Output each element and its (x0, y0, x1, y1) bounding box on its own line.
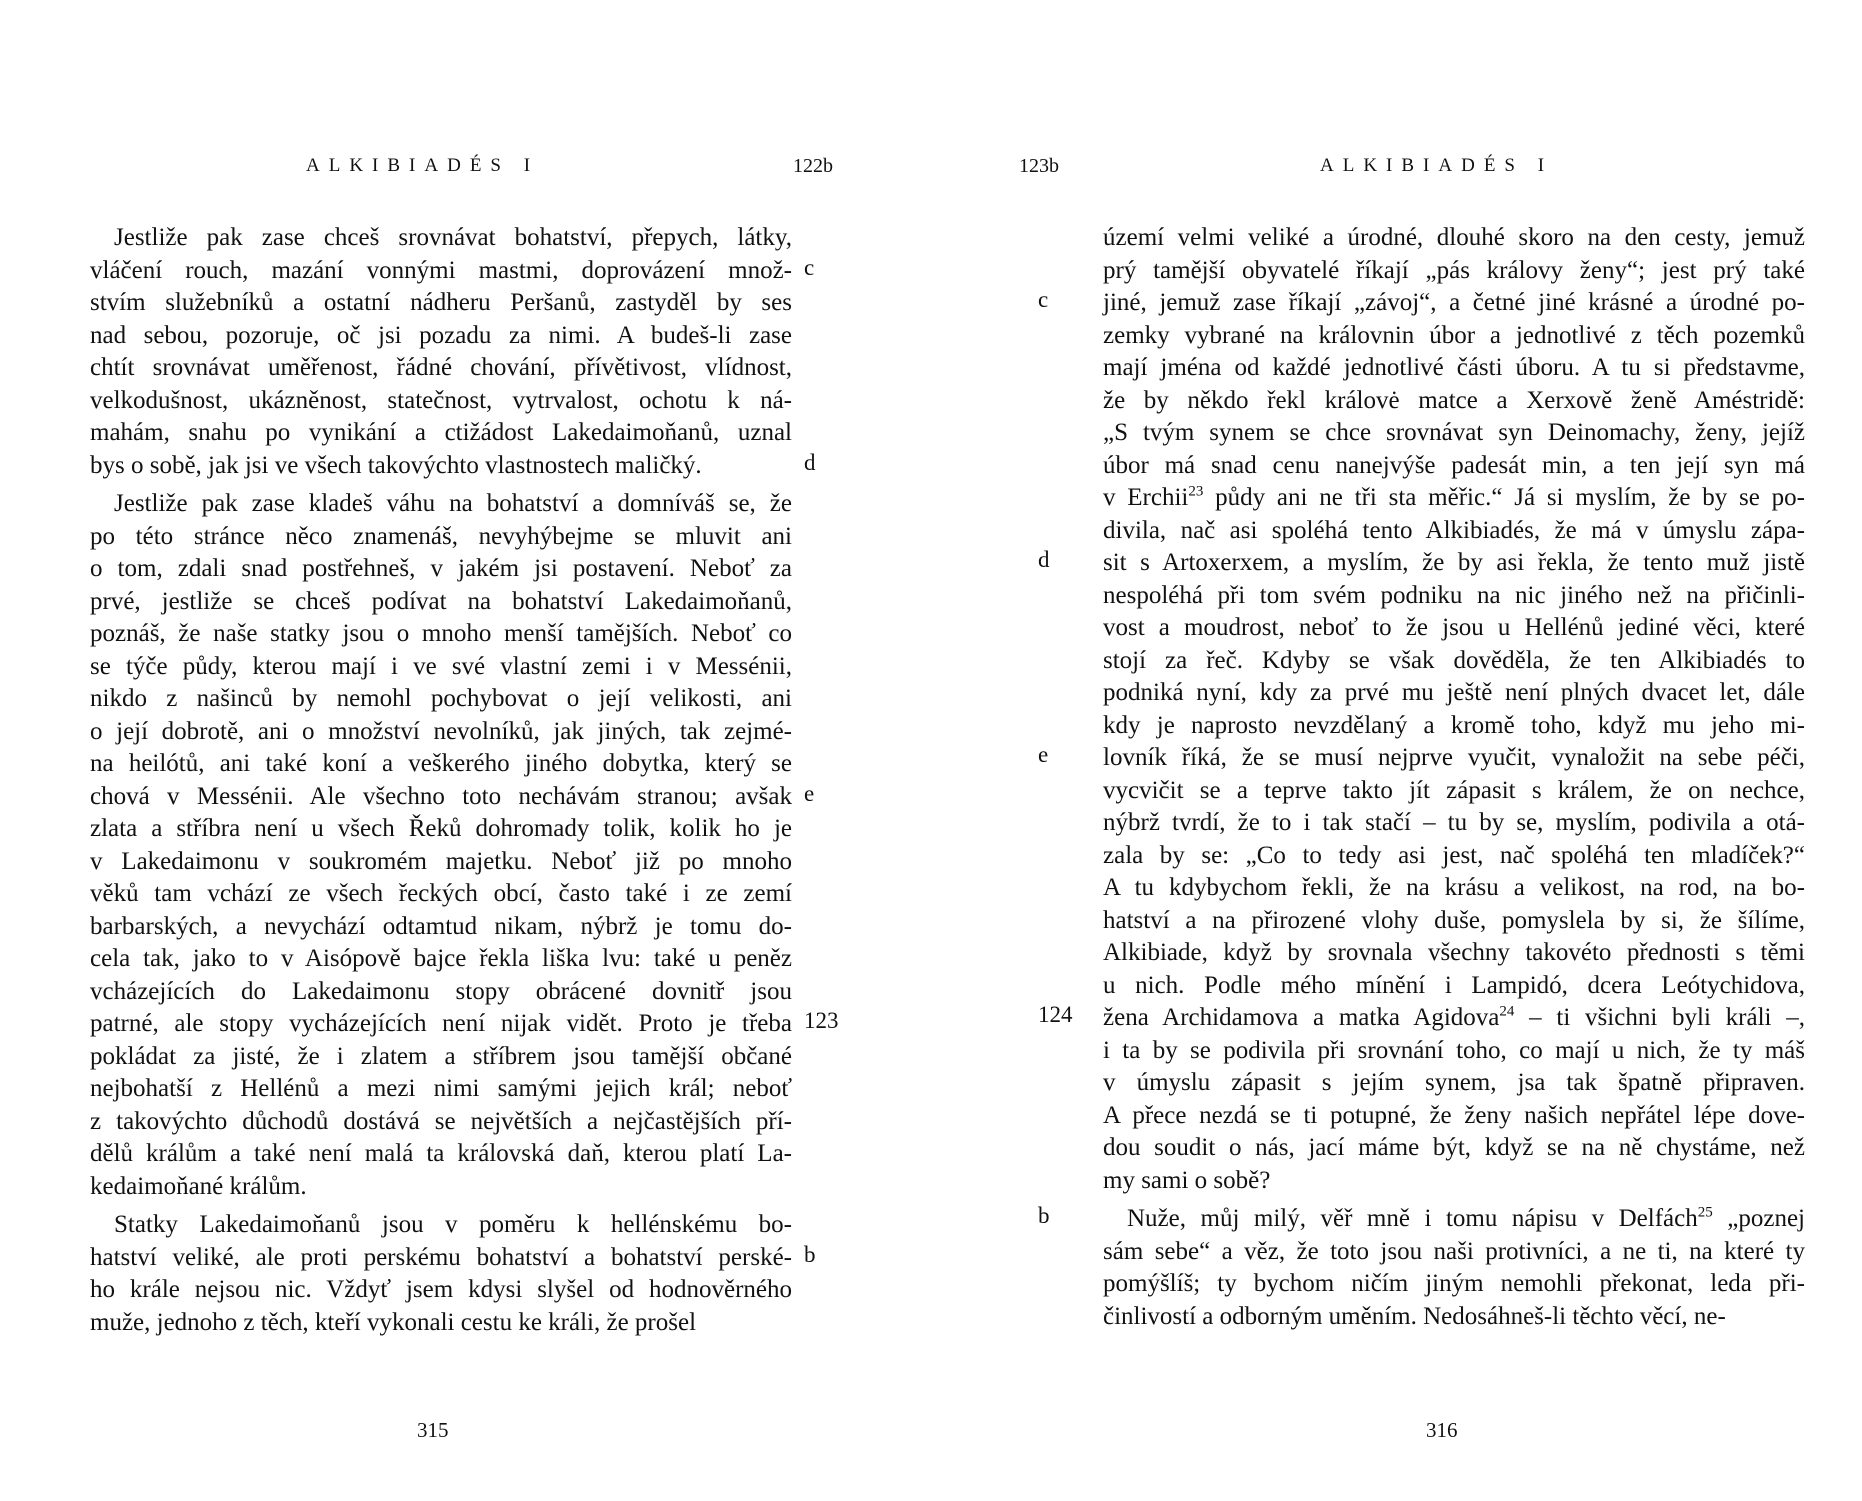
text-line: nejbohatší z Hellénů a mezi nimi samými jejich král; neboť (90, 1075, 792, 1102)
text-line: velkodušnost, ukázněnost, statečnost, vytrvalost, ochotu k ná- (90, 386, 792, 414)
text-line: v Erchii$^{23}$ půdy ani ne tři sta měřic.“ Já si myslím, že by se po- (1103, 483, 1805, 511)
stephanus-reference: 123b (1019, 155, 1059, 177)
text-line: sit s Artoxerxem, a myslím, že by asi řekla, že tento muž jistě (1103, 549, 1805, 576)
text-line: kdy je naprosto nevzdělaný a kromě toho, když mu jeho mi- (1103, 711, 1805, 739)
text-line: na heilótů, ani také koní a veškerého jiného dobytka, který se (90, 750, 792, 777)
text-line: mahám, snahu po vynikání a ctižádost Lakedaimoňanů, uznal (90, 419, 792, 446)
text-line: chtít srovnávat uměřenost, řádné chování, přívětivost, vlídnost, (90, 354, 792, 381)
text-line: Nuže, můj milý, věř mně i tomu nápisu v Delfách$^{25}$ „poznej (1127, 1204, 1805, 1232)
text-line: nýbrž tvrdí, že to i tak stačí – tu by se, myslím, podivila a otá- (1103, 809, 1805, 836)
page-number: 316 (1426, 1418, 1458, 1442)
body-text (90, 222, 792, 1339)
paragraph (1103, 1203, 1805, 1333)
right-page (931, 0, 1862, 1501)
paragraph (90, 1209, 792, 1339)
text-line: úbor má snad cenu nanejvýše padesát min, a ten její syn má (1103, 451, 1805, 479)
text-line: se týče půdy, kterou mají i ve své vlastní zemi i v Messénii, (90, 652, 792, 680)
text-line: věků tam vchází ze všech řeckých obcí, často také i ze zemí (90, 880, 792, 907)
text-line: nikdo z našinců by nemohl pochybovat o její velikosti, ani (90, 685, 792, 712)
text-line: pokládat za jisté, že i zlatem a stříbrem jsou tamější občané (90, 1042, 792, 1070)
running-head: ALKIBIADÉS I (1320, 155, 1554, 176)
text-line: patrné, ale stopy vycházejících není nijak vidět. Proto je třeba (90, 1010, 792, 1037)
text-line: muže, jednoho z těch, kteří vykonali cestu ke králi, že prošel (90, 1308, 697, 1336)
text-line: pomýšlíš; ty bychom ničím jiným nemohli překonat, leda při- (1103, 1270, 1805, 1297)
text-line: kedaimoňané králům. (90, 1172, 307, 1200)
text-line: prý tamější obyvatelé říkají „pás královy ženy“; jest prý také (1103, 256, 1805, 284)
text-line: A tu kdybychom řekli, že na krásu a velikost, na rod, na bo- (1103, 874, 1805, 901)
text-line: i ta by se podivila při srovnání toho, co mají u nich, že ty máš (1103, 1036, 1805, 1064)
text-line: v Lakedaimonu v soukromém majetku. Neboť již po mnoho (90, 847, 792, 875)
text-line: u nich. Podle mého mínění i Lampidó, dcera Leótychidova, (1103, 971, 1805, 999)
text-line: hatství veliké, ale proti perskému bohatství a bohatství perské- (90, 1243, 792, 1271)
text-line: dělů králům a také není malá ta královská daň, kterou platí La- (90, 1140, 792, 1167)
stephanus-margin-marker: b (1038, 1203, 1050, 1228)
text-line: A přece nezdá se ti potupné, že ženy našich nepřátel lépe dove- (1103, 1101, 1805, 1129)
text-line: Statky Lakedaimoňanů jsou v poměru k hellénskému bo- (114, 1211, 792, 1238)
text-line: poznáš, že naše statky jsou o mnoho menší tamějších. Neboť co (90, 620, 792, 647)
stephanus-margin-marker: 124 (1038, 1002, 1073, 1027)
paragraph (1103, 222, 1805, 1197)
text-line: hatství a na přirozené vlohy duše, pomyslela by si, že šílíme, (1103, 906, 1805, 934)
body-text (1103, 222, 1805, 1333)
text-line: barbarských, a nevychází odtamtud nikam, nýbrž je tomu do- (90, 912, 792, 940)
stephanus-margin-marker: d (1038, 547, 1050, 572)
text-line: území velmi veliké a úrodné, dlouhé skoro na den cesty, jemuž (1103, 224, 1805, 251)
text-line: žena Archidamova a matka Agidova$^{24}$ – ti všichni byli králi –, (1103, 1003, 1805, 1031)
text-line: činlivostí a odborným uměním. Nedosáhneš-li těchto věcí, ne- (1103, 1302, 1726, 1330)
text-line: vláčení rouch, mazání vonnými mastmi, doprovázení množ- (90, 256, 792, 284)
text-line: že by někdo řekl královė matce a Xerxově ženě Améstridě: (1103, 386, 1805, 414)
text-line: Alkibiade, když by srovnala všechny takovéto přednosti s těmi (1103, 939, 1805, 966)
text-line: zlata a stříbra není u všech Řeků dohromady tolik, kolik ho je (90, 815, 792, 842)
stephanus-margin-marker: d (804, 449, 816, 475)
text-line: nad sebou, pozoruje, oč jsi pozadu za nimi. A budeš-li zase (90, 321, 792, 349)
text-line: v úmyslu zápasit s jejím synem, jsa tak špatně připraven. (1103, 1069, 1805, 1096)
text-line: podniká nyní, kdy za prvé mu ještě není plných dvacet let, dále (1103, 679, 1805, 706)
text-line: stvím služebníků a ostatní nádheru Peršanů, zastyděl by ses (90, 289, 792, 316)
text-line: prvé, jestliže se chceš podívat na bohatství Lakedaimoňanů, (90, 587, 792, 615)
text-line: po této stránce něco znamenáš, nevyhýbejme se mluvit ani (90, 522, 792, 550)
text-line: ho krále nejsou nic. Vždyť jsem kdysi slyšel od hodnověrného (90, 1276, 792, 1303)
stephanus-margin-marker: e (1038, 742, 1049, 767)
text-line: Jestliže pak zase chceš srovnávat bohatství, přepych, látky, (114, 224, 792, 251)
text-line: divila, nač asi spoléhá tento Alkibiadés, že má v úmyslu zápa- (1103, 516, 1805, 544)
text-line: dou soudit o nás, jací máme být, když se na ně chystáme, než (1103, 1134, 1805, 1161)
text-line: vost a moudrost, neboť to že jsou u Hellénů jediné věci, které (1103, 614, 1805, 641)
text-line: my sami o sobě? (1103, 1166, 1271, 1194)
text-line: bys o sobě, jak jsi ve všech takovýchto vlastnostech maličký. (90, 451, 702, 479)
text-line: vcházejících do Lakedaimonu stopy obrácené dovnitř jsou (90, 977, 792, 1005)
stephanus-margin-marker: c (1038, 287, 1049, 312)
stephanus-margin-marker: e (804, 780, 815, 806)
text-line: lovník říká, že se musí nejprve vyučit, vynaložit na sebe péči, (1103, 744, 1805, 771)
text-line: zemky vybrané na královnin úbor a jednotlivé z těch pozemků (1103, 321, 1805, 349)
text-line: mají jména od každé jednotlivé části úboru. A tu si představme, (1103, 354, 1805, 381)
stephanus-margin-marker: 123 (804, 1008, 839, 1033)
paragraph (90, 222, 792, 482)
text-line: Jestliže pak zase kladeš váhu na bohatství a domníváš se, že (114, 490, 792, 517)
text-line: o tom, zdali snad postřehneš, v jakém jsi postavení. Neboť za (90, 555, 792, 582)
text-line: z takovýchto důchodů dostává se největších a nejčastějších pří- (90, 1107, 792, 1135)
paragraph (90, 488, 792, 1203)
text-line: cela tak, jako to v Aisópově bajce řekla liška lvu: také u peněz (90, 945, 792, 972)
text-line: nespoléhá při tom svém podniku na nic jiného než na přičinli- (1103, 581, 1805, 609)
text-line: vycvičit se a teprve takto jít zápasit s králem, že on nechce, (1103, 776, 1805, 804)
text-line: sám sebe“ a věz, že toto jsou naši protivníci, a ne ti, na které ty (1103, 1237, 1805, 1265)
text-line: o její dobrotě, ani o množství nevolníků, jak jiných, tak zejmé- (90, 717, 792, 745)
stephanus-reference: 122b (793, 155, 833, 177)
text-line: jiné, jemuž zase říkají „závoj“, a četné jiné krásné a úrodné po- (1103, 289, 1805, 316)
stephanus-margin-marker: c (804, 254, 815, 280)
text-line: chová v Messénii. Ale všechno toto nechávám stranou; avšak (90, 782, 792, 810)
text-line: stojí za řeč. Kdyby se však dověděla, že ten Alkibiadés to (1103, 646, 1805, 674)
stephanus-margin-marker: b (804, 1241, 816, 1267)
page-number: 315 (417, 1418, 449, 1442)
running-head: ALKIBIADÉS I (306, 155, 540, 176)
text-line: „S tvým synem se chce srovnávat syn Deinomachy, ženy, jejíž (1103, 419, 1805, 446)
text-line: zala by se: „Co to tedy asi jest, nač spoléhá ten mladíček?“ (1103, 841, 1805, 869)
